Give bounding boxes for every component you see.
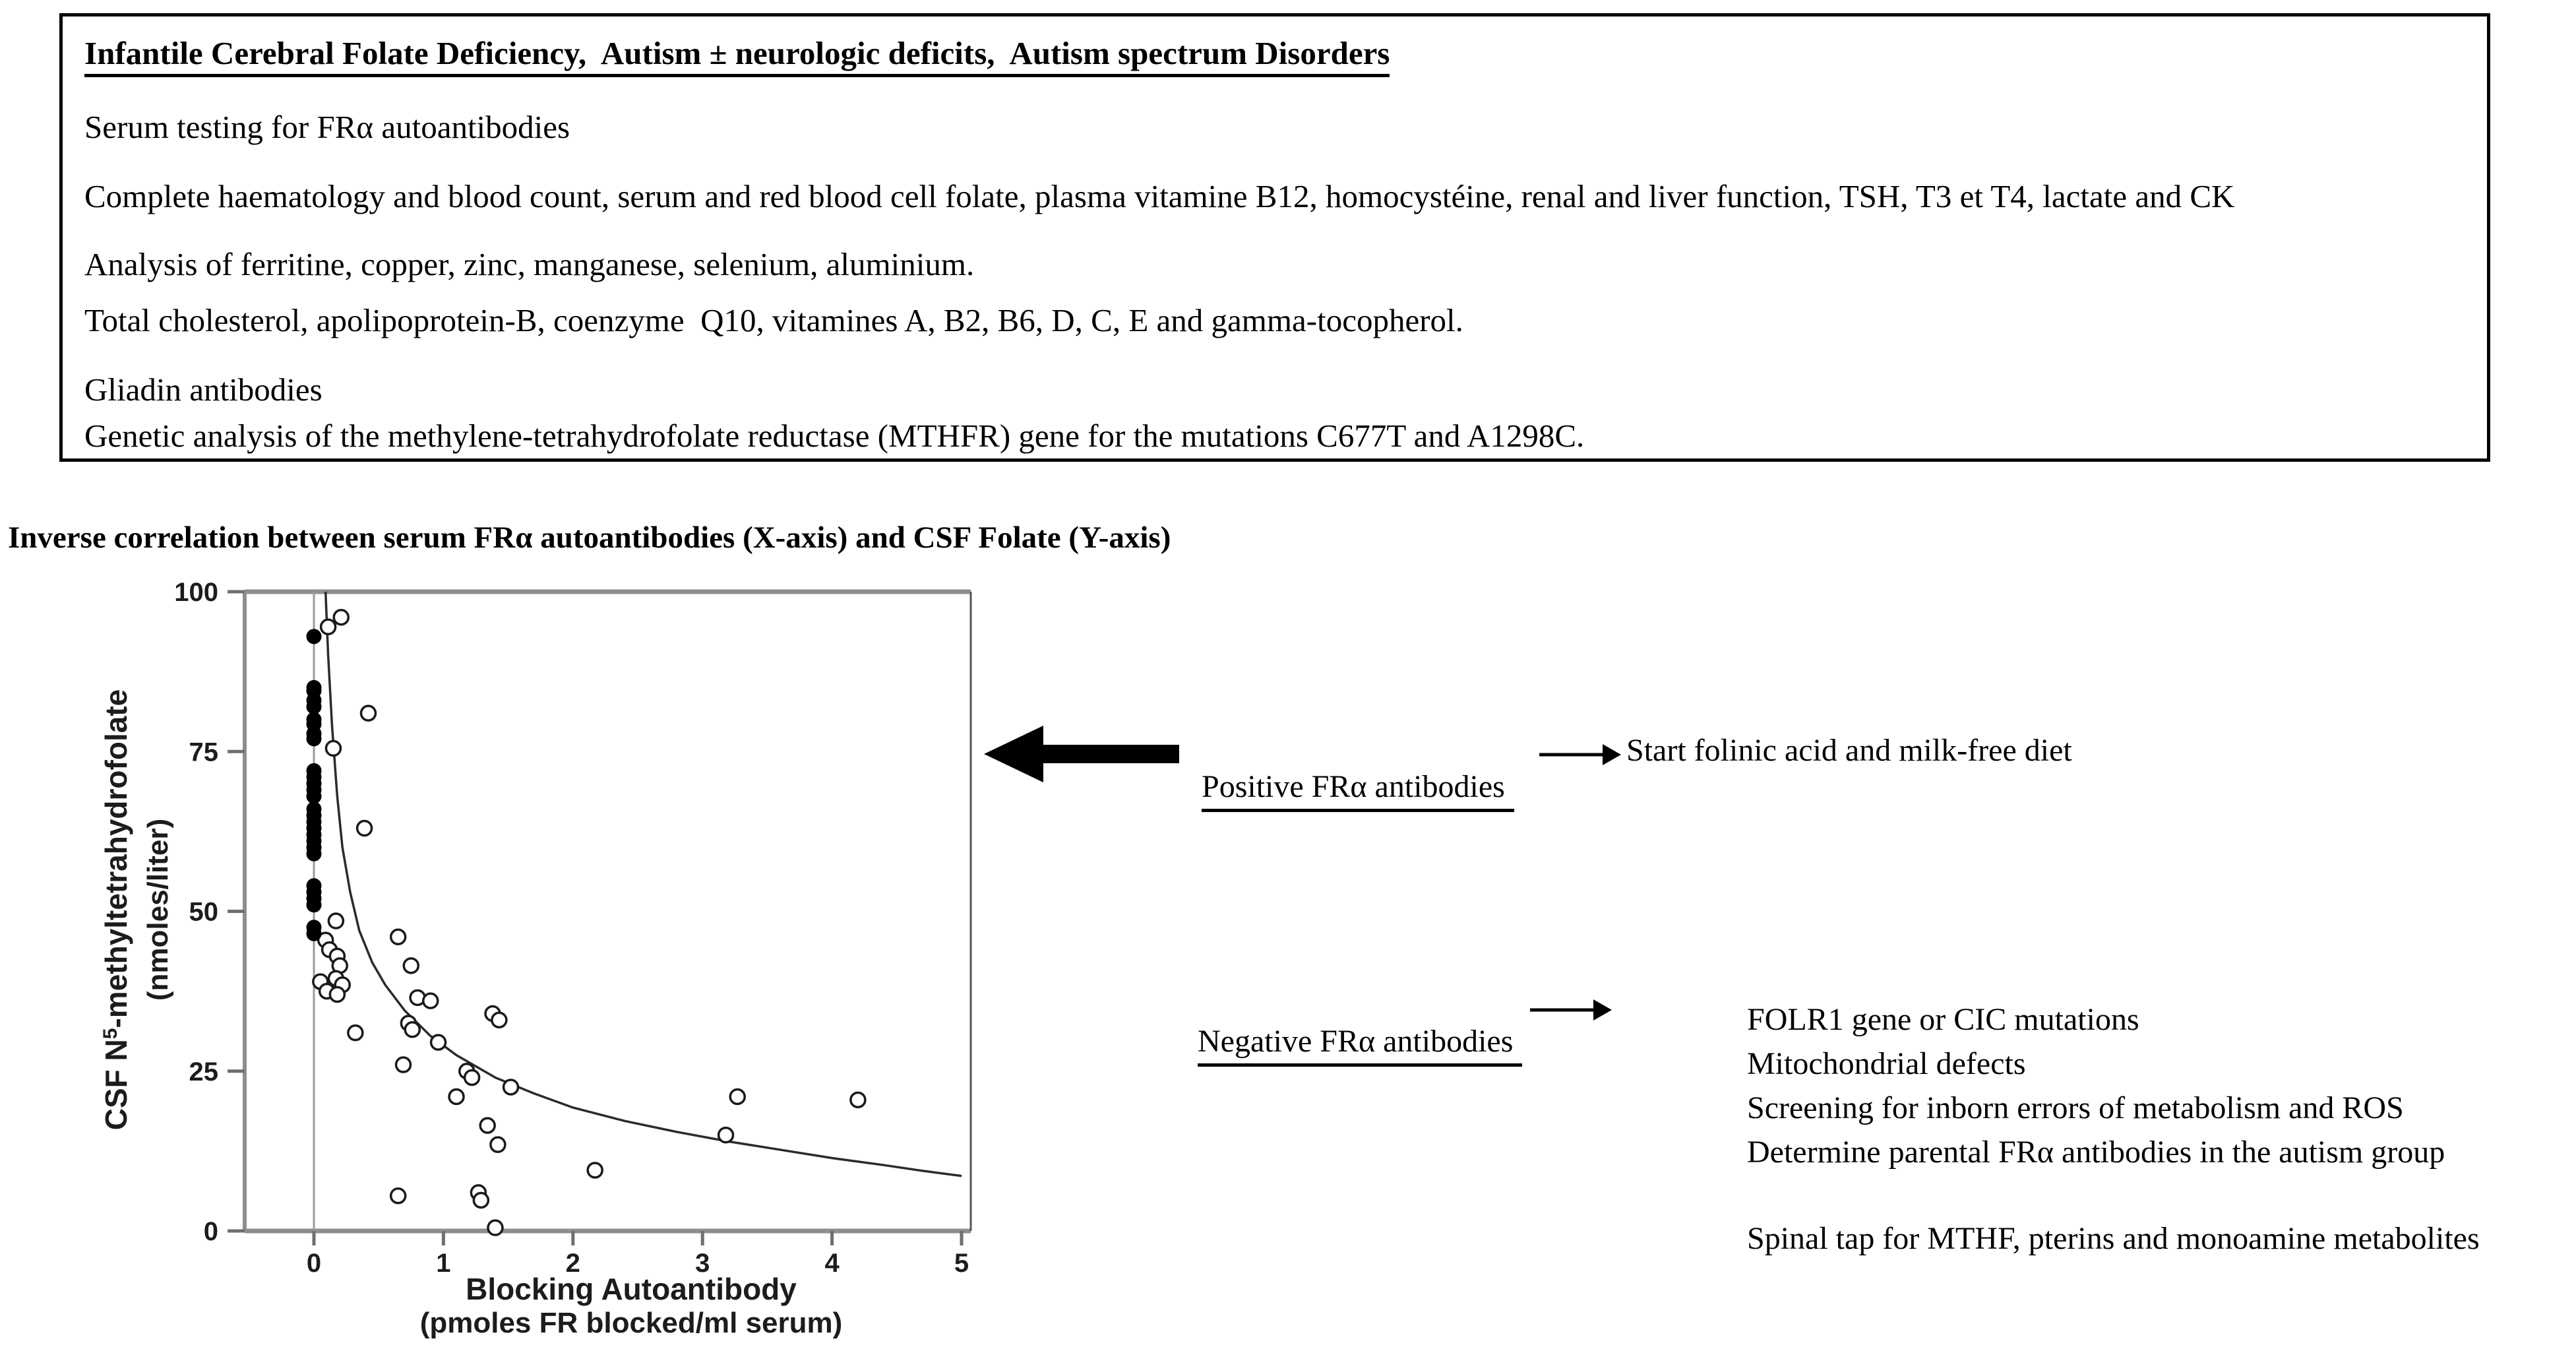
svg-text:(nmoles/liter): (nmoles/liter) <box>142 818 174 1001</box>
svg-text:3: 3 <box>695 1249 710 1278</box>
negative-branch-label <box>1182 987 1522 1067</box>
svg-text:(pmoles FR blocked/ml serum): (pmoles FR blocked/ml serum) <box>419 1307 843 1339</box>
svg-text:Blocking Autoantibody: Blocking Autoantibody <box>466 1272 797 1306</box>
svg-text:75: 75 <box>189 738 218 767</box>
negative-item-mitochondrial: Mitochondrial defects <box>1747 1046 2026 1081</box>
big-left-arrow-icon <box>975 716 1192 789</box>
negative-item-screening: Screening for inborn errors of metabolism and ROS <box>1747 1090 2404 1125</box>
svg-text:CSF N5-methyltetrahydrofolate: CSF $N^5$-methyltetrahydrofolate <box>99 689 133 1131</box>
scatter-plot <box>92 566 1042 1351</box>
diagnostic-workup-box <box>59 13 2490 462</box>
svg-text:1: 1 <box>436 1249 451 1278</box>
svg-text:25: 25 <box>189 1057 218 1086</box>
scatter-section-heading: Inverse correlation between serum FRα autoantibodies (X-axis) and CSF Folate (Y-axis) <box>8 520 1171 555</box>
positive-branch-label-text: Positive FRα antibodies <box>1202 769 1514 812</box>
svg-text:4: 4 <box>824 1249 840 1278</box>
box-title <box>84 35 1390 77</box>
box-line-serum-testing: Serum testing for FRα autoantibodies <box>84 109 570 145</box>
svg-text:0: 0 <box>306 1249 322 1278</box>
box-line-haematology: Complete haematology and blood count, serum and red blood cell folate, plasma vitamine B12, homocystéine, renal and liver function, TSH, T3 et T4, lactate and CK <box>84 178 2235 214</box>
svg-text:2: 2 <box>565 1249 580 1278</box>
negative-branch-list <box>1747 997 2480 1261</box>
positive-branch-label <box>1186 732 1514 812</box>
svg-text:50: 50 <box>189 897 218 927</box>
negative-item-parental: Determine parental FRα antibodies in the autism group <box>1747 1135 2445 1170</box>
negative-item-spinal-tap: Spinal tap for MTHF, pterins and monoamine metabolites <box>1747 1221 2480 1256</box>
svg-text:5: 5 <box>954 1249 969 1278</box>
box-line-cholesterol: Total cholesterol, apolipoprotein-B, coenzyme Q10, vitamines A, B2, B6, D, C, E and gamma-tocopherol. <box>84 302 1463 338</box>
box-line-trace-elements: Analysis of ferritine, copper, zinc, manganese, selenium, aluminium. <box>84 246 975 282</box>
negative-item-folr1: FOLR1 gene or CIC mutations <box>1747 1002 2139 1037</box>
svg-text:100: 100 <box>174 578 218 607</box>
right-arrow-icon <box>1537 734 1622 776</box>
box-line-mthfr: Genetic analysis of the methylene-tetrahydrofolate reductase (MTHFR) gene for the mutations C677T and A1298C. <box>84 418 1585 454</box>
svg-text:0: 0 <box>203 1217 218 1246</box>
right-arrow-icon <box>1527 989 1613 1031</box>
positive-branch-action: Start folinic acid and milk-free diet <box>1626 733 2072 768</box>
box-title-text: Infantile Cerebral Folate Deficiency, Autism ± neurologic deficits, Autism spectrum Disorders <box>84 35 1390 77</box>
box-line-gliadin: Gliadin antibodies <box>84 371 322 408</box>
negative-branch-label-text: Negative FRα antibodies <box>1198 1023 1522 1067</box>
